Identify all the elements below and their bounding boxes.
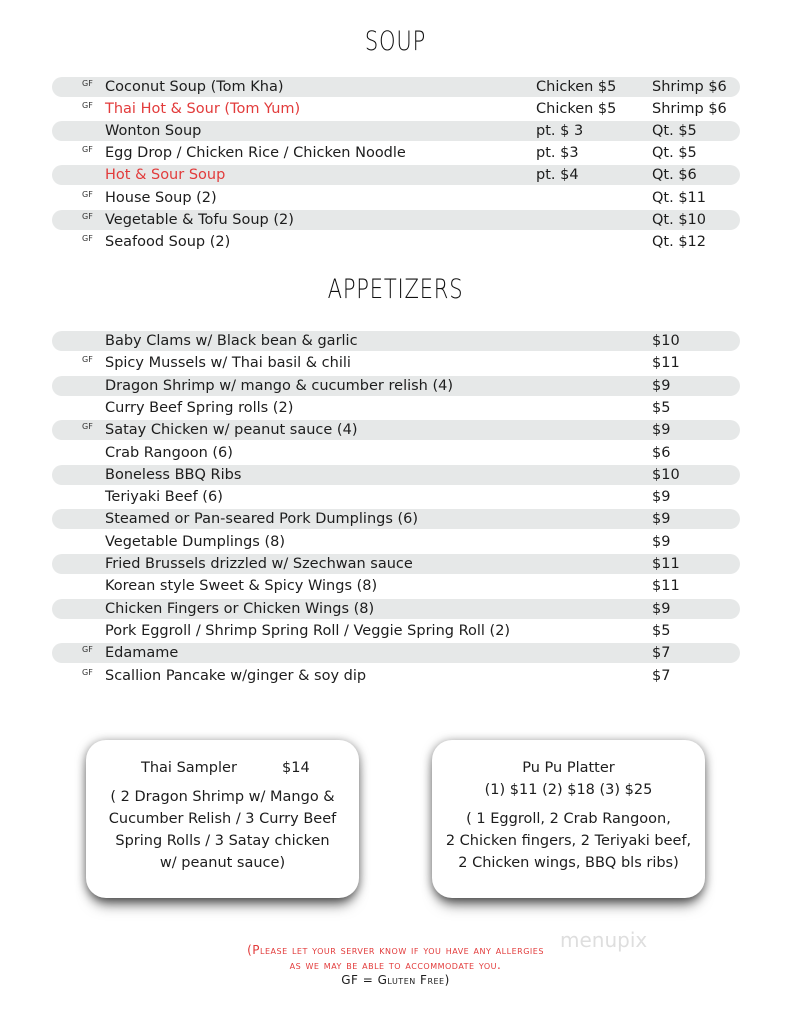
gluten-free-marker: GF — [82, 189, 93, 199]
menu-row — [52, 576, 740, 596]
item-name: Dragon Shrimp w/ mango & cucumber relish (4) — [105, 377, 454, 394]
item-price: Shrimp $6 — [652, 79, 727, 95]
item-price: $11 — [652, 556, 680, 572]
item-name: Fried Brussels drizzled w/ Szechwan sauce — [105, 556, 413, 572]
menu-row — [52, 77, 740, 97]
item-price: Qt. $5 — [652, 145, 697, 162]
menu-row — [52, 666, 740, 686]
item-name: Seafood Soup (2) — [105, 233, 231, 250]
item-name: Teriyaki Beef (6) — [105, 489, 223, 506]
item-name: Scallion Pancake w/ginger & soy dip — [105, 667, 367, 684]
watermark-logo: menupix — [560, 928, 648, 952]
item-name: Curry Beef Spring rolls (2) — [105, 399, 294, 416]
item-name: Wonton Soup — [105, 123, 202, 140]
thai-sampler-title: Thai Sampler — [141, 760, 237, 776]
item-price: $10 — [652, 333, 680, 349]
item-price: Shrimp $6 — [652, 101, 727, 118]
menu-row — [52, 643, 740, 663]
footer-note — [0, 943, 791, 988]
item-price: Qt. $5 — [652, 123, 697, 140]
soup-title: SOUP — [364, 26, 427, 57]
item-name: Egg Drop / Chicken Rice / Chicken Noodle — [105, 145, 406, 162]
footer-accommodate-line: as we may be able to accommodate you. — [289, 958, 502, 972]
gluten-free-marker: GF — [82, 145, 93, 155]
pupu-platter-line: 2 Chicken fingers, 2 Teriyaki beef, — [445, 833, 692, 849]
menu-row — [52, 143, 740, 163]
item-name: Hot & Sour Soup — [105, 167, 226, 184]
menu-row — [52, 121, 740, 141]
item-name: Vegetable Dumplings (8) — [105, 533, 286, 550]
menu-row — [52, 188, 740, 208]
pupu-platter-title: Pu Pu Platter — [522, 760, 615, 776]
thai-sampler-line: w/ peanut sauce) — [159, 855, 286, 871]
item-name: Vegetable & Tofu Soup (2) — [105, 211, 294, 228]
appetizers-title: APPETIZERS — [327, 274, 464, 305]
menu-row — [52, 465, 740, 485]
item-price: $6 — [652, 444, 671, 461]
menu-row — [52, 509, 740, 529]
item-price: $9 — [652, 422, 671, 439]
menu-row — [52, 554, 740, 574]
menu-row — [52, 420, 740, 440]
item-name: Crab Rangoon (6) — [105, 444, 233, 461]
thai-sampler-line: Cucumber Relish / 3 Curry Beef — [108, 811, 337, 827]
item-price: Qt. $12 — [652, 233, 706, 250]
thai-sampler-box — [86, 740, 359, 898]
thai-sampler-line: ( 2 Dragon Shrimp w/ Mango & — [110, 789, 335, 805]
menu-row — [52, 376, 740, 396]
pupu-platter-box — [432, 740, 705, 898]
item-price-small: pt. $3 — [536, 145, 579, 162]
menu-row — [52, 599, 740, 619]
item-price-small: Chicken $5 — [536, 79, 617, 95]
menu-row — [52, 232, 740, 252]
item-price: $7 — [652, 645, 671, 662]
gluten-free-marker: GF — [82, 101, 93, 111]
thai-sampler-price: $14 — [282, 760, 310, 776]
item-name: Edamame — [105, 645, 179, 662]
item-price-small: pt. $4 — [536, 167, 579, 184]
item-price: $9 — [652, 533, 671, 550]
gluten-free-marker: GF — [82, 422, 93, 432]
item-name: Boneless BBQ Ribs — [105, 466, 242, 483]
item-name: Spicy Mussels w/ Thai basil & chili — [105, 355, 351, 372]
item-name: Coconut Soup (Tom Kha) — [105, 79, 284, 95]
item-price-small: Chicken $5 — [536, 101, 617, 118]
item-price: $5 — [652, 622, 671, 639]
item-name: Chicken Fingers or Chicken Wings (8) — [105, 600, 375, 617]
menu-row — [52, 487, 740, 507]
item-price: $11 — [652, 578, 680, 595]
gluten-free-marker: GF — [82, 79, 93, 88]
menu-row — [52, 621, 740, 641]
gluten-free-marker: GF — [82, 355, 93, 365]
item-name: Thai Hot & Sour (Tom Yum) — [105, 101, 301, 118]
item-price: $9 — [652, 511, 671, 528]
item-name: Steamed or Pan-seared Pork Dumplings (6) — [105, 511, 419, 528]
item-price: $5 — [652, 399, 671, 416]
pupu-platter-line: 2 Chicken wings, BBQ bls ribs) — [458, 855, 679, 871]
item-price: $7 — [652, 667, 671, 684]
item-price-small: pt. $ 3 — [536, 123, 584, 140]
item-name: Satay Chicken w/ peanut sauce (4) — [105, 422, 358, 439]
item-price: Qt. $6 — [652, 167, 697, 184]
item-name: Baby Clams w/ Black bean & garlic — [105, 333, 358, 349]
menu-row — [52, 165, 740, 185]
item-price: Qt. $10 — [652, 211, 706, 228]
item-price: Qt. $11 — [652, 189, 706, 206]
menu-row — [52, 532, 740, 552]
footer-gf-legend: GF = Gluten Free) — [341, 973, 450, 987]
item-price: $9 — [652, 600, 671, 617]
gluten-free-marker: GF — [82, 645, 93, 655]
menu-row — [52, 353, 740, 373]
item-price: $11 — [652, 355, 680, 372]
pupu-platter-line: ( 1 Eggroll, 2 Crab Rangoon, — [466, 811, 671, 827]
menu-row — [52, 99, 740, 119]
item-name: Korean style Sweet & Spicy Wings (8) — [105, 578, 378, 595]
item-name: House Soup (2) — [105, 189, 217, 206]
menu-row — [52, 331, 740, 351]
gluten-free-marker: GF — [82, 211, 93, 221]
gluten-free-marker: GF — [82, 233, 93, 243]
menu-row — [52, 443, 740, 463]
menu-row — [52, 210, 740, 230]
item-name: Pork Eggroll / Shrimp Spring Roll / Veggie Spring Roll (2) — [105, 622, 511, 639]
footer-allergy-line: (Please let your server know if you have any allergies — [247, 943, 544, 957]
gluten-free-marker: GF — [82, 667, 93, 677]
menu-row — [52, 398, 740, 418]
thai-sampler-line: Spring Rolls / 3 Satay chicken — [115, 833, 330, 849]
item-price: $10 — [652, 466, 680, 483]
pupu-platter-prices: (1) $11 (2) $18 (3) $25 — [484, 782, 653, 798]
item-price: $9 — [652, 377, 671, 394]
item-price: $9 — [652, 489, 671, 506]
